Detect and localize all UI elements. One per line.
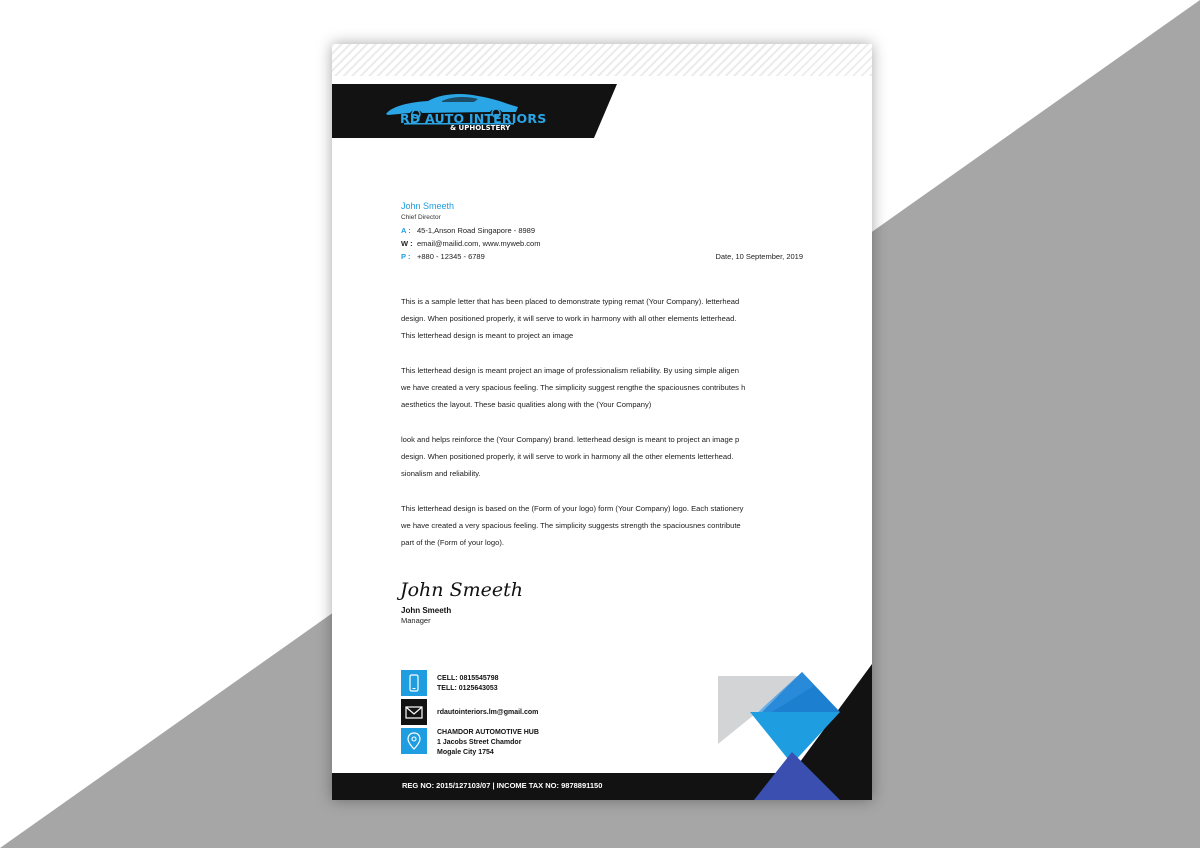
address-key: A :: [401, 226, 411, 235]
phone-line: [401, 252, 485, 261]
top-stripe-band: [332, 44, 872, 76]
signatory-name: John Smeeth: [401, 606, 452, 615]
paragraph-line: This letterhead design is based on the (Form of your logo) form (Your Company) logo. Each stationery: [401, 504, 744, 513]
address-value: 45-1,Anson Road Singapore - 8989: [417, 226, 536, 235]
phone-key: P :: [401, 252, 411, 261]
logo-subtitle: & UPHOLSTERY: [450, 124, 511, 132]
web-value: email@mailid.com, www.myweb.com: [417, 239, 541, 248]
body-paragraph-1: [401, 293, 821, 344]
sender-name: John Smeeth: [401, 201, 455, 211]
address-line-2: 1 Jacobs Street Chamdor: [437, 739, 522, 746]
logo-title: RD AUTO INTERIORS: [400, 111, 547, 126]
location-pin-icon: [401, 728, 427, 754]
paragraph-line: This letterhead design is meant project an image of professionalism reliability. By using simple aligen: [401, 366, 739, 375]
handwritten-signature: John Smeeth: [400, 579, 523, 601]
body-paragraph-3: [401, 431, 821, 482]
letterhead-page: [332, 44, 872, 800]
postal-address: [437, 728, 539, 758]
paragraph-line: This letterhead design is meant to project an image: [401, 331, 574, 340]
email-address: rdautointeriors.lm@gmail.com: [437, 709, 539, 716]
phone-icon: [401, 670, 427, 696]
letter-date: Date, 10 September, 2019: [715, 252, 803, 261]
paragraph-line: aesthetics the layout. These basic qualities along with the (Your Company): [401, 400, 652, 409]
paragraph-line: This is a sample letter that has been placed to demonstrate typing remat (Your Company). letterhead: [401, 297, 740, 306]
paragraph-line: we have created a very spacious feeling. The simplicity suggests strength the spaciousnes contribute: [401, 521, 741, 530]
paragraph-line: look and helps reinforce the (Your Company) brand. letterhead design is meant to project an image p: [401, 435, 740, 444]
address-line-3: Mogale City 1754: [437, 749, 494, 756]
address-line: [401, 226, 535, 235]
tell-number: TELL: 0125643053: [437, 685, 498, 692]
address-line-1: CHAMDOR AUTOMOTIVE HUB: [437, 729, 539, 736]
cell-number: CELL: 0815545798: [437, 675, 499, 682]
paragraph-line: sionalism and reliability.: [401, 469, 481, 478]
body-paragraph-2: [401, 362, 821, 413]
registration-info: REG NO: 2015/127103/07 | INCOME TAX NO: 9878891150: [402, 781, 603, 790]
signatory-role: Manager: [401, 616, 431, 625]
paragraph-line: design. When positioned properly, it will serve to work in harmony with all other elements letterhead.: [401, 314, 737, 323]
phone-value: +880 - 12345 - 6789: [417, 252, 485, 261]
mail-icon: [401, 699, 427, 725]
sender-role: Chief Director: [401, 214, 441, 221]
web-line: [401, 239, 540, 248]
paragraph-line: we have created a very spacious feeling. The simplicity suggest rengthe the spaciousnes contributes h: [401, 383, 746, 392]
paragraph-line: design. When positioned properly, it will serve to work in harmony all the other elements letterhead.: [401, 452, 734, 461]
decorative-triangles: [702, 664, 872, 800]
paragraph-line: part of the (Form of your logo).: [401, 538, 504, 547]
body-paragraph-4: [401, 500, 821, 551]
phone-numbers: [437, 674, 498, 694]
web-key: W :: [401, 239, 413, 248]
